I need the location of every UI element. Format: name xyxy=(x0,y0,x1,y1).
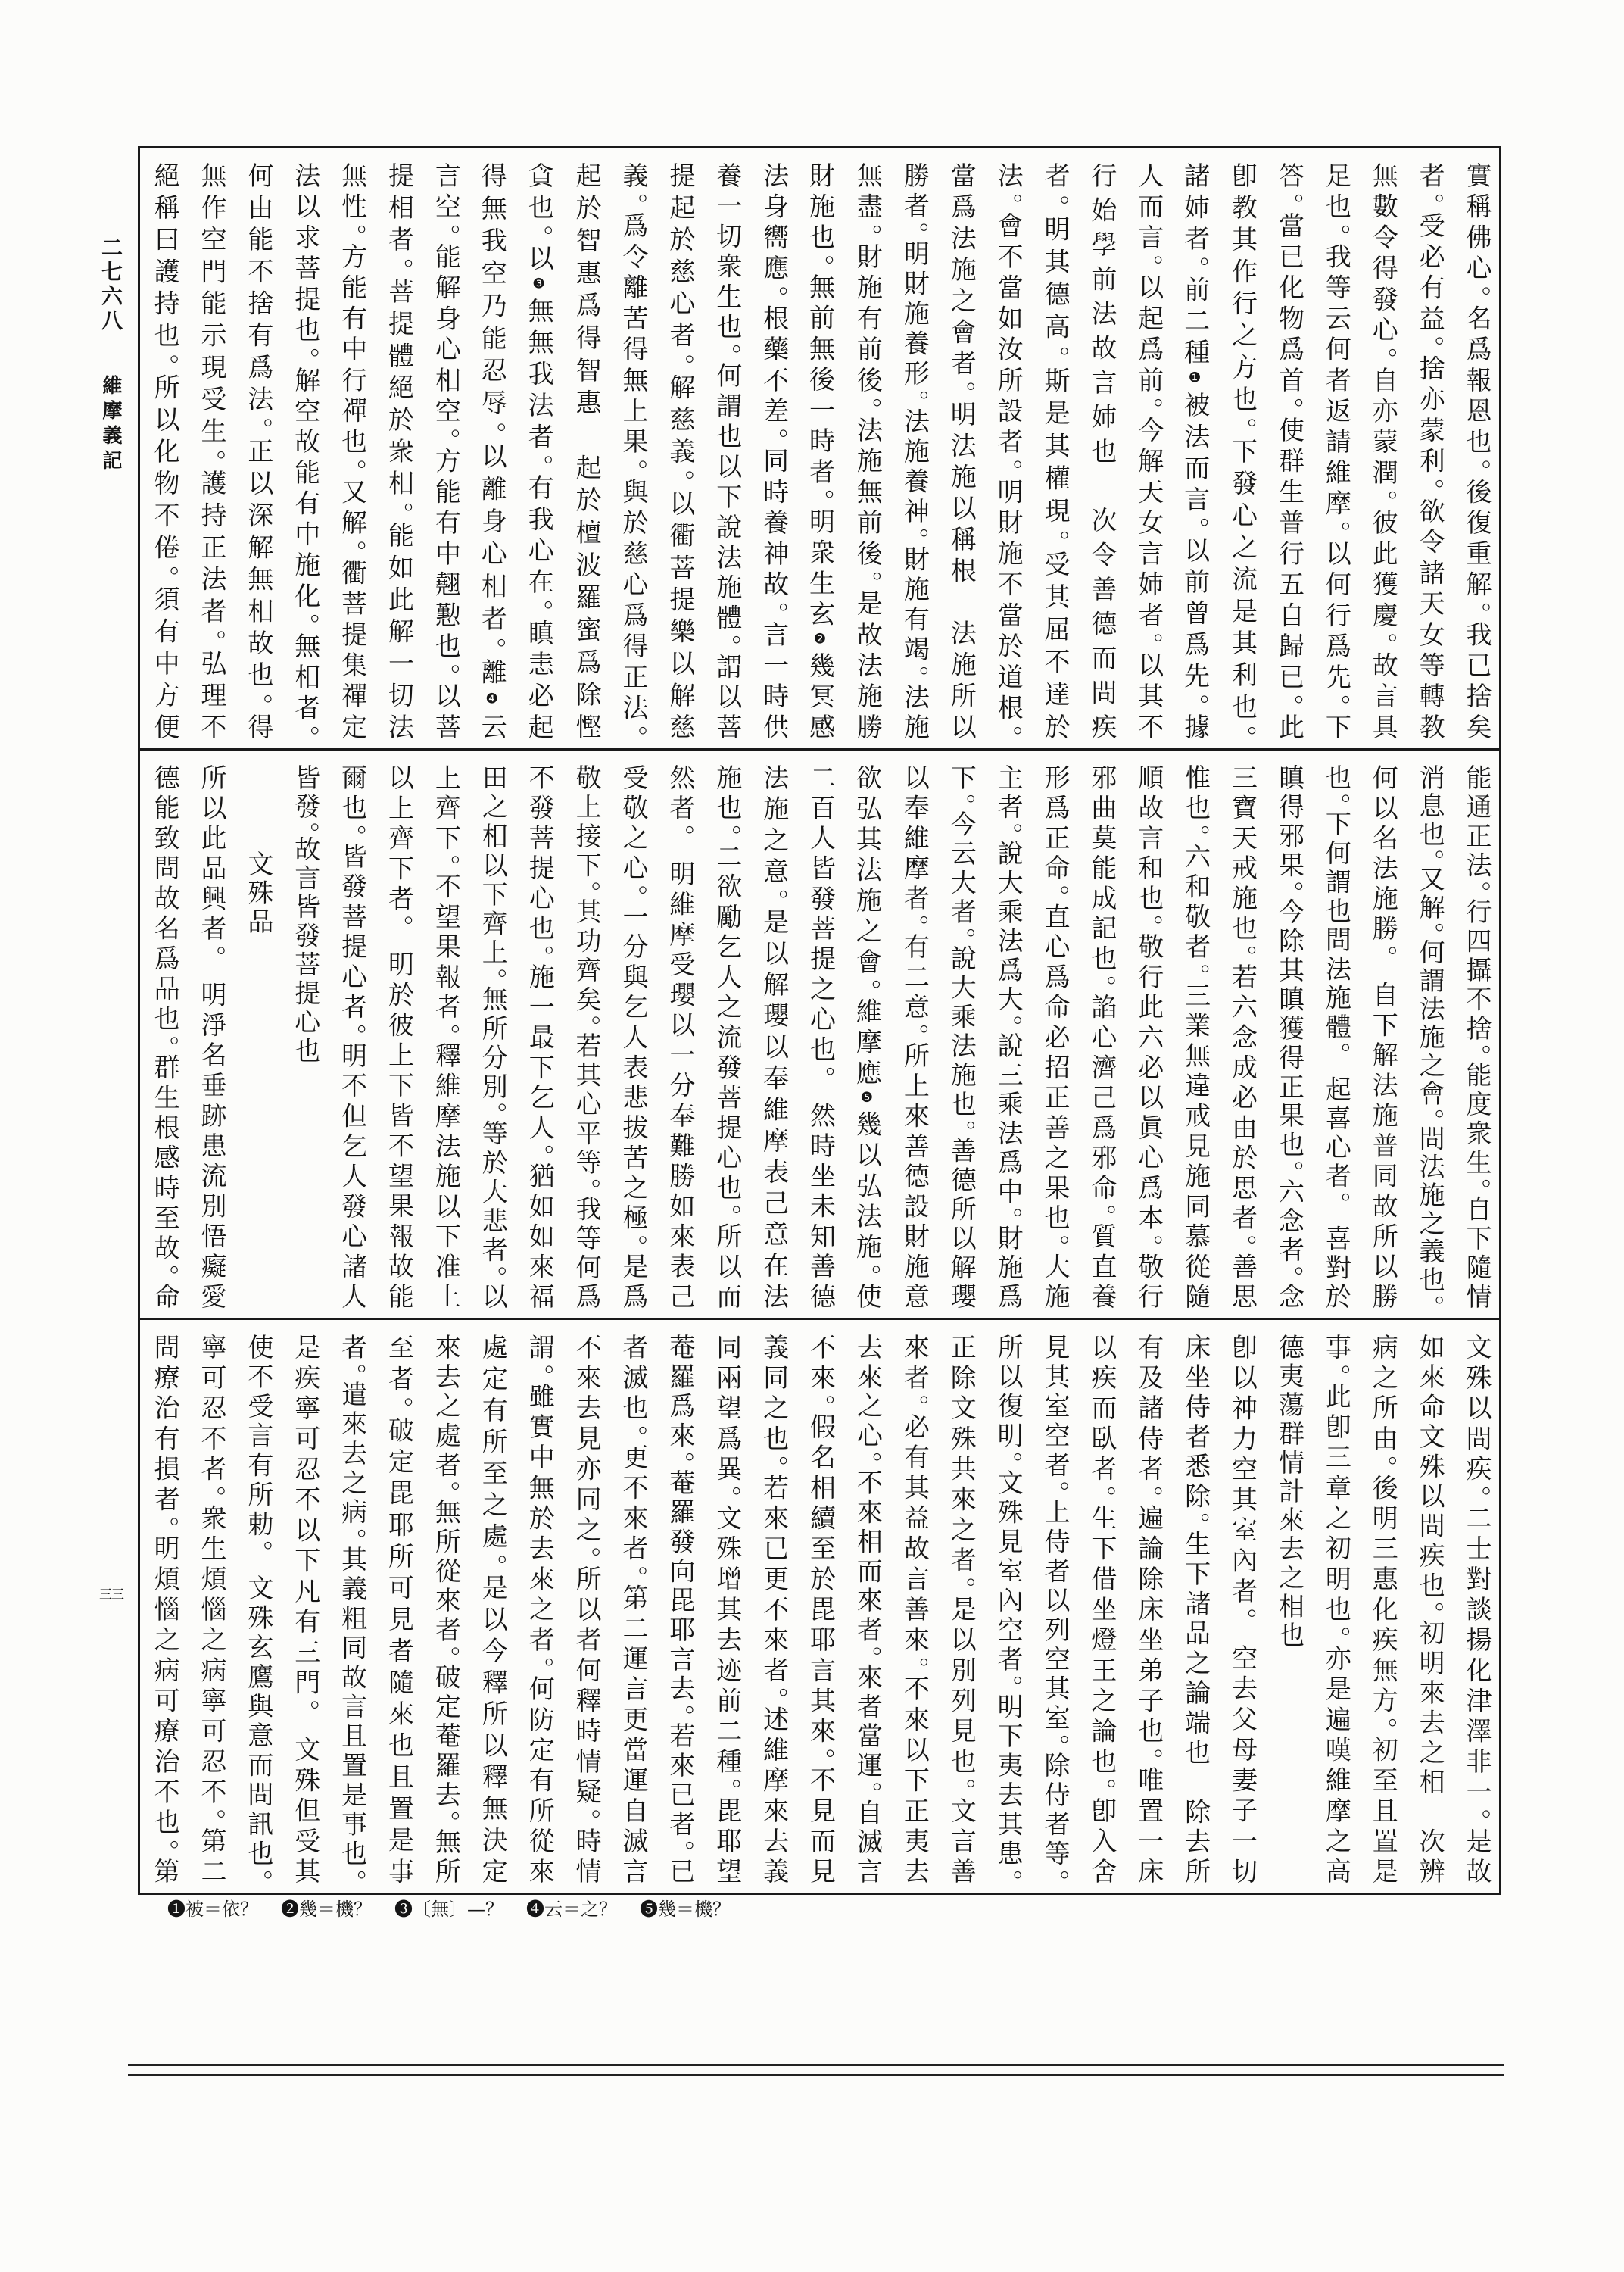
text-column: 床坐侍者悉除。生下諸品之論端也 除去所 xyxy=(1180,1334,1211,1883)
text-column: 所以復明。文殊見室內空者。明下夷去其患。 xyxy=(993,1334,1024,1883)
text-column: 謂。雖實中無於去來之者。何防定有所從來 xyxy=(524,1334,555,1883)
text-column: 不來去見亦同之。所以者何釋時情疑。時情 xyxy=(571,1334,602,1883)
text-column: 以上齊下者。 明於彼上下皆不望果報故能 xyxy=(383,764,414,1309)
text-column: 起於智惠爲得智惠 起於檀波羅蜜爲除慳 xyxy=(571,162,602,739)
text-column: 者。受必有益。捨亦蒙利。欲令諸天女等轉教 xyxy=(1414,162,1445,739)
text-column: 處定有所至之處。是以今釋所以釋無決定 xyxy=(477,1334,508,1883)
text-column: 皆發。故言皆發菩提心也 xyxy=(289,764,320,1066)
text-column: 三寶天戒施也。若六念成必由於思者。善思 xyxy=(1227,764,1258,1309)
text-column: 惟也。六和敬者。三業無違戒見施同慕從隨 xyxy=(1180,764,1211,1309)
text-column: 能通正法。行四攝不捨。能度衆生。自下隨情 xyxy=(1461,764,1492,1309)
text-column: 也。下何謂也問法施體。 起喜心者。 喜對於 xyxy=(1320,764,1351,1309)
bottom-rule xyxy=(128,2074,1504,2076)
text-column: 欲弘其法施之會。維摩應❺幾以弘法施。使 xyxy=(851,764,882,1309)
text-column: 實稱佛心。名爲報恩也。後復重解。我已捨矣 xyxy=(1461,162,1492,739)
text-column: 二百人皆發菩提之心也。 然時坐未知善德 xyxy=(805,764,836,1309)
text-column: 養一切衆生也。何謂也以下說法施體。謂以菩 xyxy=(711,162,742,739)
text-column: 無性。方能有中行禪也。又解。衢菩提集禪定 xyxy=(336,162,367,739)
text-column: 者。明其德高。斯是其權現。受其屈不達於 xyxy=(1039,162,1070,739)
text-column: 法以求菩提也。解空故能有中施化。無相者。 xyxy=(289,162,320,739)
text-column: 不來。假名相續至於毘耶言其來。不見而見 xyxy=(805,1334,836,1883)
bottom-rule xyxy=(128,2064,1504,2066)
text-column: 田之相以下齊上。無所分別。等於大悲者。以 xyxy=(477,764,508,1309)
text-column: 絕稱曰護持也。所以化物不倦。須有中方便 xyxy=(149,162,180,739)
text-column: 卽以神力空其室內者。 空去父母妻子一切 xyxy=(1227,1334,1258,1883)
footnote: ❸〔無〕—？ xyxy=(394,1899,503,1920)
text-column: 行始學前法故言姉也 次令善德而問疾 xyxy=(1086,162,1117,739)
text-column: 無盡。財施有前後。法施無前後。是故法施勝 xyxy=(852,162,883,739)
text-column: 何由能不捨有爲法。正以深解無相故也。得 xyxy=(242,162,273,739)
text-column: 敬上接下。其功齊矣。若其心平等。我等何爲 xyxy=(571,764,602,1309)
text-column: 不發菩提心也。施一最下乞人。猶如如來福 xyxy=(524,764,555,1309)
text-column: 有及諸侍者。遍論除床坐弟子也。唯置一床 xyxy=(1133,1334,1164,1883)
text-column: 來者。必有其益故言善來。不來以下正夷去 xyxy=(899,1334,930,1883)
footnote: ❺幾＝機？ xyxy=(640,1899,731,1920)
text-column: 以奉維摩者。有二意。所上來善德設財施意 xyxy=(899,764,930,1309)
text-column: 寧可忍不者。衆生煩惱之病寧可忍不。第二 xyxy=(195,1334,226,1883)
text-column: 正除文殊共來之者。是以別列見也。文言善 xyxy=(946,1334,977,1883)
text-column: 法身嚮應。根藥不差。同時養神故。言一時供 xyxy=(758,162,789,739)
text-column: 上齊下。不望果報者。釋維摩法施以下准上 xyxy=(430,764,461,1309)
text-column: 義。爲令離苦得無上果。與於慈心爲得正法。 xyxy=(617,162,648,739)
text-column: 邪曲莫能成記也。諂心濟己爲邪命。質直養 xyxy=(1086,764,1117,1309)
chapter-heading: 文殊品 xyxy=(242,850,273,937)
text-column: 提相者。菩提體絕於衆相。能如此解一切法 xyxy=(383,162,414,739)
footnote: ❹云＝之？ xyxy=(526,1899,617,1920)
text-column: 瞋得邪果。今除其瞋獲得正果也。六念者。念 xyxy=(1273,764,1304,1309)
text-column: 何以名法施勝。 自下解法施普同故所以勝 xyxy=(1367,764,1398,1309)
page-frame xyxy=(138,146,1501,1895)
text-column: 提起於慈心者。解慈義。以衢菩提樂以解慈 xyxy=(664,162,695,739)
text-column: 法。會不當如汝所設者。明財施不當於道根。 xyxy=(993,162,1024,739)
text-column: 施也。二欲勵乞人之流發菩提心也。所以而 xyxy=(711,764,742,1309)
volume-number: 二七六八 xyxy=(98,236,123,333)
text-column: 勝者。明財施養形。法施養神。財施有竭。法施 xyxy=(899,162,930,739)
lower-register xyxy=(140,1320,1499,1893)
text-column: 至者。破定毘耶所可見者隨來也且置是事 xyxy=(383,1334,414,1883)
footnote-line xyxy=(167,1899,731,1920)
text-column: 財施也。無前無後一時者。明衆生玄❷幾冥感 xyxy=(804,162,835,739)
text-column: 病之所由。後明三惠化疾無方。初至且置是 xyxy=(1367,1334,1398,1883)
text-column: 足也。我等云何者返請維摩。以何行爲先。下 xyxy=(1320,162,1351,739)
text-column: 下。今云大者。說大乘法施也。善德所以解瓔 xyxy=(946,764,977,1309)
middle-register xyxy=(140,751,1499,1320)
text-column: 主者。說大乘法爲大。說三乘法爲中。財施爲 xyxy=(993,764,1024,1309)
text-column: 同兩望爲異。文殊增其去迹前二種。毘耶望 xyxy=(711,1334,742,1883)
text-column: 卽教其作行之方也。下發心之流是其利也。 xyxy=(1227,162,1258,739)
text-column: 無作空門能示現受生。護持正法者。弘理不 xyxy=(195,162,226,739)
text-column: 義同之也。若來已更不來者。述維摩來去義 xyxy=(758,1334,789,1883)
text-column: 得無我空乃能忍辱。以離身心相者。離❹云 xyxy=(476,162,507,739)
text-column: 去來之心。不來相而來者。來者當運。自滅言 xyxy=(852,1334,883,1883)
text-column: 答。當已化物爲首。使群生普行五自歸已。此 xyxy=(1273,162,1304,739)
text-column: 者滅也。更不來者。第二運言更當運自滅言 xyxy=(617,1334,648,1883)
text-column: 事。此卽三章之初明也。亦是遍嘆維摩之高 xyxy=(1320,1334,1351,1883)
text-column: 來去之處者。無所從來者。破定菴羅去。無所 xyxy=(430,1334,461,1883)
text-column: 者。遣來去之病。其義粗同故言且置是事也。 xyxy=(336,1334,367,1883)
text-column: 形爲正命。直心爲命必招正善之果也。大施 xyxy=(1039,764,1070,1309)
text-column: 消息也。又解。何謂法施之會。問法施之義也。 xyxy=(1414,764,1445,1309)
footnote: ❶被＝依？ xyxy=(167,1899,258,1920)
text-column: 問療治有損者。明煩惱之病可療治不也。第 xyxy=(149,1334,180,1883)
upper-register xyxy=(140,148,1499,751)
text-column: 當爲法施之會者。明法施以稱根 法施所以 xyxy=(946,162,977,739)
text-column: 是疾寧可忍不以下凡有三門。 文殊但受其 xyxy=(289,1334,320,1883)
text-column: 法施之意。是以解瓔以奉維摩表己意在法 xyxy=(758,764,789,1309)
text-column: 諸姉者。前二種❶被法而言。以前曾爲先。據 xyxy=(1179,162,1210,739)
footnote: ❷幾＝機？ xyxy=(281,1899,372,1920)
text-column: 見其室空者。上侍者以列空其室。除侍者等。 xyxy=(1039,1334,1070,1883)
text-column: 德夷蕩群情計來去之相也 xyxy=(1273,1334,1304,1650)
text-column: 貪也。以❸無無我法者。有我心在。瞋恚必起 xyxy=(523,162,554,739)
text-column: 言空。能解身心相空。方能有中翹懃也。以菩 xyxy=(430,162,461,739)
text-column: 菴羅爲來。菴羅發向毘耶言去。若來已者。已 xyxy=(664,1334,695,1883)
text-column: 然者。 明維摩受瓔以一分奉難勝如來表己 xyxy=(664,764,695,1309)
margin-title: 維摩義記 xyxy=(99,375,122,475)
text-column: 爾也。皆發菩提心者。明不但乞人發心諸人 xyxy=(336,764,367,1309)
text-column: 人而言。以起爲前。今解天女言姉者。以其不 xyxy=(1133,162,1164,739)
text-column: 德能致問故名爲品也。群生根感時至故。命 xyxy=(149,764,180,1309)
page-mark: 三三 xyxy=(99,1587,123,1603)
text-column: 順故言和也。敬行此六必以眞心爲本。敬行 xyxy=(1133,764,1164,1309)
text-column: 受敬之心。一分與乞人表悲拔苦之極。是爲 xyxy=(617,764,648,1309)
text-column: 以疾而臥者。生下借坐燈王之論也。卽入舍 xyxy=(1086,1334,1117,1883)
text-column: 所以此品興者。 明淨名垂跡患流別悟癡愛 xyxy=(195,764,226,1309)
text-column: 如來命文殊以問疾也。初明來去之相 次辨 xyxy=(1414,1334,1445,1883)
text-column: 文殊以問疾。二士對談揚化津澤非一。是故 xyxy=(1461,1334,1492,1883)
text-column: 使不受言有所勅。 文殊玄鷹與意而問訊也。 xyxy=(242,1334,273,1883)
text-column: 無數令得發心。自亦蒙潤。彼此獲慶。故言具 xyxy=(1367,162,1398,739)
